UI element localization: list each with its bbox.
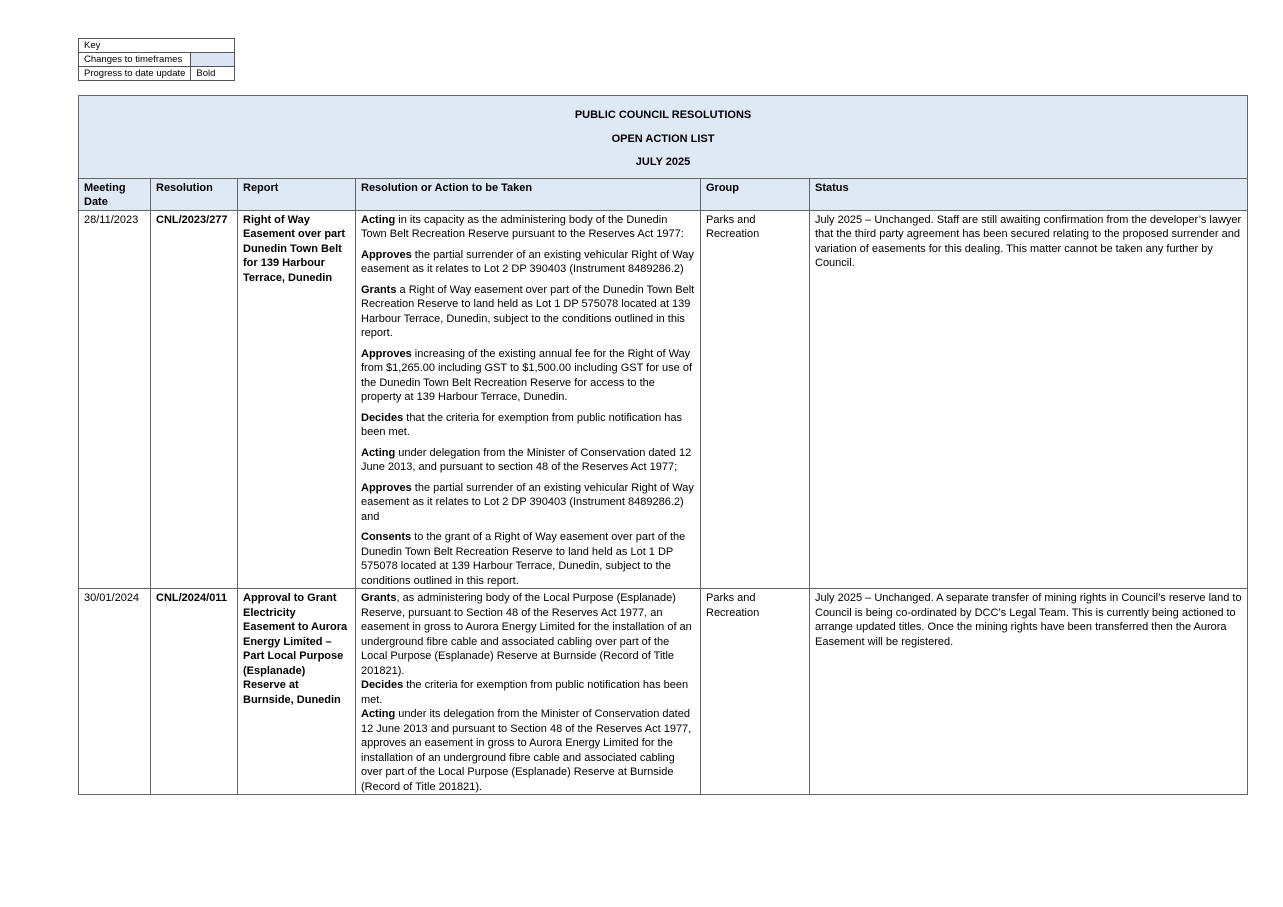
action-cell xyxy=(356,589,701,795)
group-name: Parks and Recreation xyxy=(701,589,810,795)
key-label-progress: Progress to date update xyxy=(79,67,191,81)
action-paragraph: Grants, as administering body of the Local Purpose (Esplanade) Reserve, pursuant to Section 48 of the Reserves Act 1977, an easement in gross to Aurora Energy Limited for the installation of an underground fibre cable and associated cabling over part of the Local Purpose (Esplanade) Reserve at Burnside (Record of Title 201821). xyxy=(361,592,692,677)
group-name: Parks and Recreation xyxy=(701,210,810,589)
resolution-number: CNL/2023/277 xyxy=(151,210,238,589)
report-title: Right of Way Easement over part Dunedin Town Belt for 139 Harbour Terrace, Dunedin xyxy=(238,210,356,589)
key-swatch-timeframes xyxy=(191,53,235,67)
meeting-date: 28/11/2023 xyxy=(79,210,151,589)
action-paragraph: Grants a Right of Way easement over part of the Dunedin Town Belt Recreation Reserve to land held as Lot 1 DP 575078 located at 139 Harbour Terrace, Dunedin, subject to the conditions outlined in this report. xyxy=(361,283,695,339)
action-paragraph: Approves the partial surrender of an existing vehicular Right of Way easement as it relates to Lot 2 DP 390403 (Instrument 8489286.2) and xyxy=(361,481,694,523)
action-paragraph: Consents to the grant of a Right of Way easement over part of the Dunedin Town Belt Recreation Reserve to land held as Lot 1 DP 575078 located at 139 Harbour Terrace, Dunedin, subject to the conditions outlined in this report. xyxy=(361,531,686,587)
action-list-table xyxy=(78,95,1248,795)
col-header-group: Group xyxy=(701,178,810,210)
status-text: July 2025 – Unchanged. Staff are still awaiting confirmation from the developer’s lawyer that the third party agreement has been secured relating to the proposed surrender and variation of easements for this dealing. This matter cannot be taken any further by Council. xyxy=(810,210,1248,589)
meeting-date: 30/01/2024 xyxy=(79,589,151,795)
report-title: Approval to Grant Electricity Easement to Aurora Energy Limited – Part Local Purpose (Esplanade) Reserve at Burnside, Dunedin xyxy=(238,589,356,795)
col-header-resolution: Resolution xyxy=(151,178,238,210)
action-paragraph: Acting in its capacity as the administering body of the Dunedin Town Belt Recreation Reserve pursuant to the Reserves Act 1977: xyxy=(361,213,684,240)
col-header-action: Resolution or Action to be Taken xyxy=(356,178,701,210)
action-paragraph: Acting under its delegation from the Minister of Conservation dated 12 June 2013 and pursuant to Section 48 of the Reserves Act 1977, approves an easement in gross to Aurora Energy Limited for the installation of an underground fibre cable and associated cabling over part of the Local Purpose (Esplanade) Reserve at Burnside (Record of Title 201821). xyxy=(361,708,692,793)
action-paragraph: Approves increasing of the existing annual fee for the Right of Way from $1,265.00 including GST to $1,500.00 including GST for use of the Dunedin Town Belt Recreation Reserve for access to the property at 139 Harbour Terrace, Dunedin. xyxy=(361,347,693,403)
status-text: July 2025 – Unchanged. A separate transfer of mining rights in Council’s reserve land to Council is being co-ordinated by DCC’s Legal Team. This is currently being actioned to arrange updated titles. Once the mining rights have been transferred then the Aurora Easement will be registered. xyxy=(810,589,1248,795)
action-paragraph: Decides the criteria for exemption from public notification has been met. xyxy=(361,679,689,706)
banner-subtitle: OPEN ACTION LIST xyxy=(611,132,715,145)
header-row xyxy=(79,178,1248,210)
action-paragraph: Decides that the criteria for exemption from public notification has been met. xyxy=(361,411,683,438)
key-title: Key xyxy=(79,39,235,53)
key-label-timeframes: Changes to timeframes xyxy=(79,53,191,67)
table-row xyxy=(79,589,1248,795)
table-row xyxy=(79,210,1248,589)
action-paragraph: Acting under delegation from the Minister of Conservation dated 12 June 2013, and pursuant to section 48 of the Reserves Act 1977; xyxy=(361,446,692,473)
key-table xyxy=(78,38,235,81)
action-paragraph: Approves the partial surrender of an existing vehicular Right of Way easement as it relates to Lot 2 DP 390403 (Instrument 8489286.2) xyxy=(361,248,694,275)
col-header-report: Report xyxy=(238,178,356,210)
table-banner xyxy=(79,96,1248,179)
resolution-number: CNL/2024/011 xyxy=(151,589,238,795)
banner-period: JULY 2025 xyxy=(635,156,691,168)
col-header-status: Status xyxy=(810,178,1248,210)
key-value-progress: Bold xyxy=(191,67,235,81)
banner-title: PUBLIC COUNCIL RESOLUTIONS xyxy=(574,109,752,121)
col-header-date: Meeting Date xyxy=(79,178,151,210)
action-cell xyxy=(356,210,701,589)
